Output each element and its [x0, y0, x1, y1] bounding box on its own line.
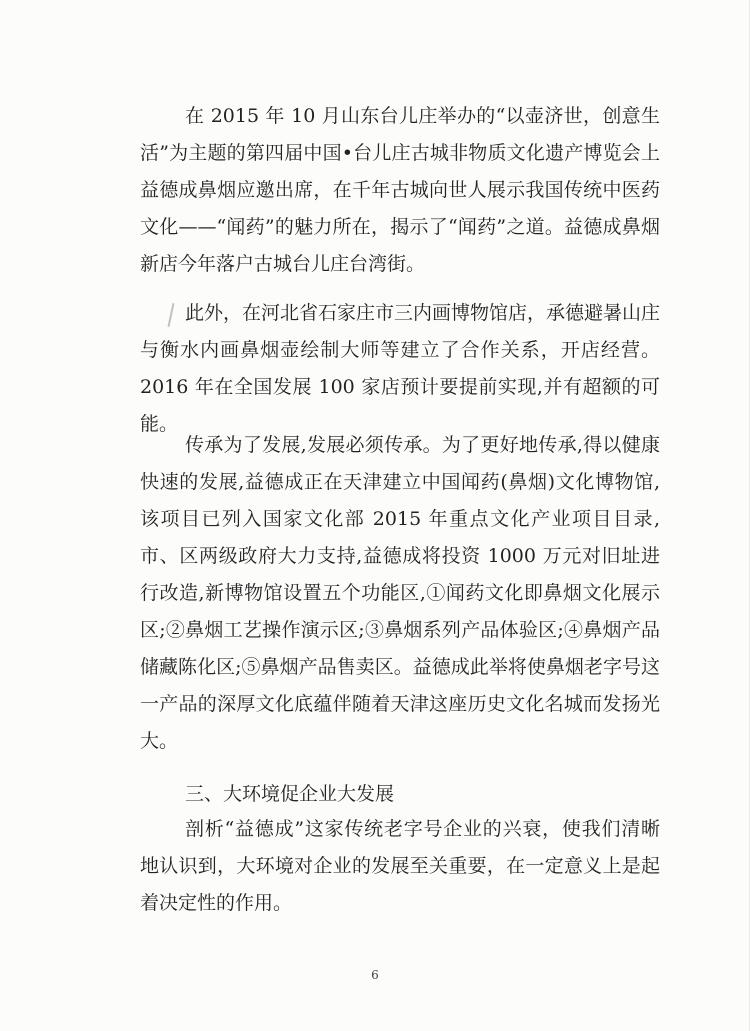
paragraph-1: 在 2015 年 10 月山东台儿庄举办的“以壶济世，创意生活”为主题的第四届中国•台儿庄古城非物质文化遗产博览会上益德成鼻烟应邀出席，在千年古城向世人展示我国传统中医药文化——“闻药”的魅力所在，揭示了“闻药”之道。益德成鼻烟新店今年落户古城台儿庄台湾街。	[140, 105, 660, 275]
section-heading: 三、大环境促企业大发展	[185, 783, 395, 805]
paragraph-4: 剖析“益德成”这家传统老字号企业的兴衰，使我们清晰地认识到，大环境对企业的发展至关重要，在一定意义上是起着决定性的作用。	[140, 818, 660, 914]
page-number: 6	[371, 968, 379, 982]
paragraph-2: 此外，在河北省石家庄市三内画博物馆店，承德避暑山庄与衡水内画鼻烟壶绘制大师等建立了合作关系，开店经营。2016 年在全国发展 100 家店预计要提前实现,并有超额的可能。	[140, 302, 661, 435]
paragraph-3: 传承为了发展,发展必须传承。为了更好地传承,得以健康快速的发展,益德成正在天津建立中国闻药(鼻烟)文化博物馆,该项目已列入国家文化部 2015 年重点文化产业项目目录,市、区两级政府大力支持,益德成将投资 1000 万元对旧址进行改造,新博物馆设置五个功能区,①闻药文化即鼻烟文化展示区;②鼻烟工艺操作演示区;③鼻烟系列产品体验区;④鼻烟产品储藏陈化区;⑤鼻烟产品售卖区。益德成此举将使鼻烟老字号这一产品的深厚文化底蕴伴随着天津这座历史文化名城而发扬光大。	[140, 434, 660, 752]
